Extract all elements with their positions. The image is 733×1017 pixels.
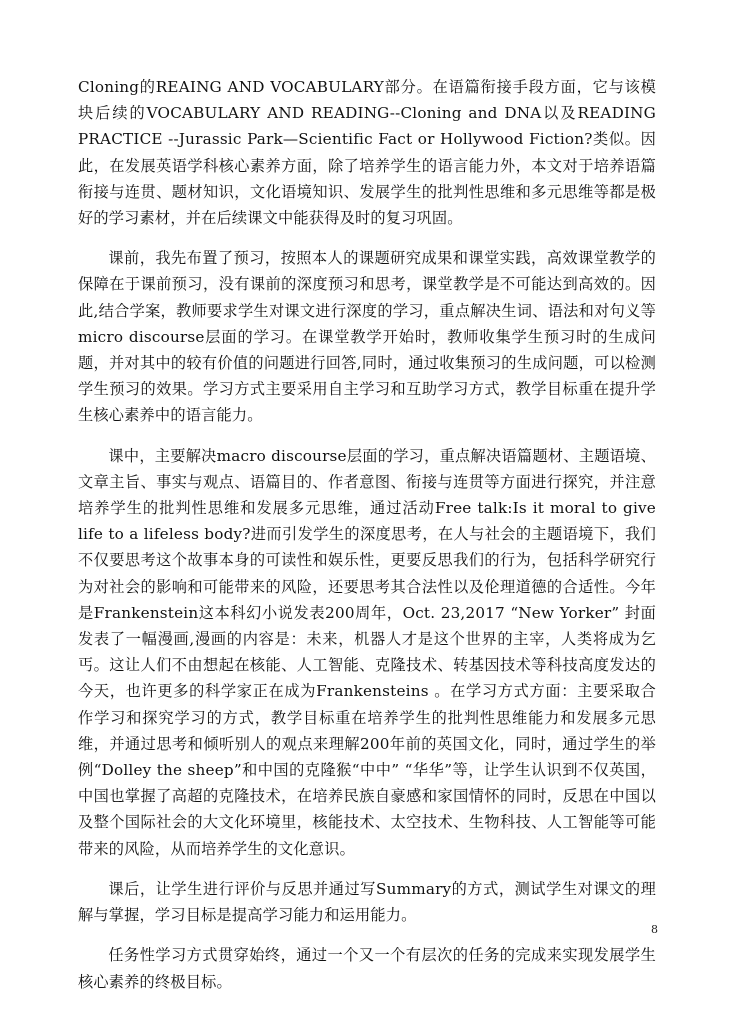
paragraph-continuation: Cloning的REAING AND VOCABULARY部分。在语篇衔接手段方面，它与该模块后续的VOCABULARY AND READING--Cloning and DNA以及READING PRACTICE --Jurassic Park—Scientific Fact or Hollywood Fiction?类似。因此，在发展英语学科核心素养方面，除了培养学生的语言能力外，本文对于培养语篇衔接与连贯、题材知识，文化语境知识、发展学生的批判性思维和多元思维等都是极好的学习素材，并在后续课文中能获得及时的复习巩固。	[78, 78, 656, 228]
page-number: 8	[651, 923, 658, 936]
paragraph-pre-class: 课前，我先布置了预习，按照本人的课题研究成果和课堂实践，高效课堂教学的保障在于课前预习，没有课前的深度预习和思考，课堂教学是不可能达到高效的。因此,结合学案，教师要求学生对课文进行深度的学习，重点解决生词、语法和对句义等micro discourse层面的学习。在课堂教学开始时，教师收集学生预习时的生成问题，并对其中的较有价值的问题进行回答,同时，通过收集预习的生成问题，可以检测学生预习的效果。学习方式主要采用自主学习和互助学习方式，教学目标重在提升学生核心素养中的语言能力。	[78, 249, 656, 425]
paragraph-after-class: 课后，让学生进行评价与反思并通过写Summary的方式，测试学生对课文的理解与掌握，学习目标是提高学习能力和运用能力。	[78, 879, 656, 925]
document-body	[78, 74, 656, 1009]
paragraph-task-based: 任务性学习方式贯穿始终，通过一个又一个有层次的任务的完成来实现发展学生核心素养的终极目标。	[78, 946, 656, 991]
paragraph-in-class: 课中，主要解决macro discourse层面的学习，重点解决语篇题材、主题语境、文章主旨、事实与观点、语篇目的、作者意图、衔接与连贯等方面进行探究，并注意培养学生的批判性思维和发展多元思维，通过活动Free talk:Is it moral to give life to a lifeless body?进而引发学生的深度思考，在人与社会的主题语境下，我们不仅要思考这个故事本身的可读性和娱乐性，更要反思我们的行为，包括科学研究行为对社会的影响和可能带来的风险，还要思考其合法性以及伦理道德的合适性。今年是Frankenstein这本科幻小说发表200周年，Oct. 23,2017 “New Yorker” 封面发表了一幅漫画,漫画的内容是：未来，机器人才是这个世界的主宰，人类将成为乞丐。这让人们不由想起在核能、人工智能、克隆技术、转基因技术等科技高度发达的今天，也许更多的科学家正在成为Frankensteins 。在学习方式方面：主要采取合作学习和探究学习的方式，教学目标重在培养学生的批判性思维能力和发展多元思维，并通过思考和倾听别人的观点来理解200年前的英国文化，同时，通过学生的举例“Dolley the sheep”和中国的克隆猴“中中” “华华”等，让学生认识到不仅英国，中国也掌握了高超的克隆技术，在培养民族自豪感和家国情怀的同时，反思在中国以及整个国际社会的大文化环境里，核能技术、太空技术、生物科技、人工智能等可能带来的风险，从而培养学生的文化意识。	[78, 446, 656, 858]
